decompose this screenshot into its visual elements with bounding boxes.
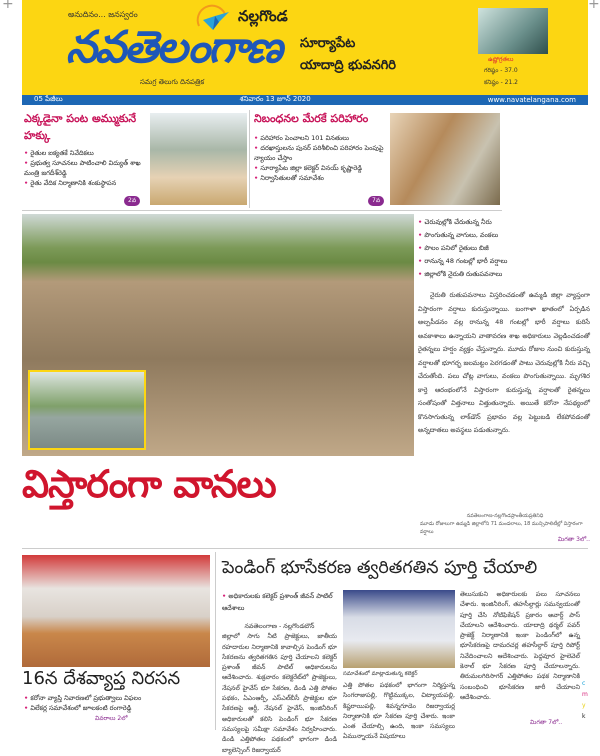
bullet: • విలేకర్ల సమావేశంలో జూలకంటి రంగారెడ్డి (24, 703, 204, 713)
bullet: • పొంగుతున్న వాగులు, వంకలు (418, 229, 590, 242)
reg-yellow: y (582, 702, 586, 709)
continued-link[interactable]: మిగతా 7లో.. (530, 719, 563, 726)
bullet: • అధికారులకు కలెక్టర్ ప్రశాంత్ జీవన్ పాటిల్ ఆదేశాలు (222, 590, 337, 614)
story-1 (24, 110, 148, 188)
page-count: 05 పేజీలు (34, 95, 63, 103)
reg-magenta: m (582, 691, 588, 698)
continued-link[interactable]: వివరాలు 2లో (95, 715, 128, 722)
divider (22, 548, 588, 549)
bullet: • నిర్వాసితులతో సమావేశం (254, 173, 389, 183)
bullet: • దరఖాస్తులను పునర్ పరిశీలించి పరిహారం పెంపుపై న్యాయం చేస్తాం (254, 143, 389, 163)
lead-credits (420, 512, 590, 544)
bullet: • పరిహారం పెంచాలని 101 వినతులు (254, 133, 389, 143)
thermometer-photo (478, 8, 548, 54)
story-2 (254, 110, 389, 183)
bullet: • రైతు వేదిక నిర్మాణానికి శంకుస్థాపన (24, 178, 148, 188)
story-4-col-1 (222, 622, 337, 756)
lead-headline: విస్తారంగా వానలు (22, 462, 276, 506)
temp-min: కనిష్ఠం - 21.2 (484, 79, 519, 86)
tagline: అనుదినం... జనస్వరం (68, 10, 138, 19)
summary: మూడు రోజులుగా ఉమ్మడి జిల్లాలోని 71 మండలాలు, 18 మున్సిపాలిటీల్లో విస్తారంగా వర్షాలు (420, 521, 583, 535)
headline: ఎక్కడైనా పంట అమ్ముకునే హక్కు (24, 112, 137, 142)
newspaper-logo: నవతెలంగాణ (66, 22, 281, 73)
crop-mark: + (588, 0, 600, 12)
color-registration (582, 678, 588, 722)
story-4-col-3: తెలుసుకుని అధికారులకు పలు సూచనలు చేశారు. ఇంజినీరింగ్, తహసీల్దార్లు సమన్వయంతో పూర్తి చేసి నోటిఫికేషన్ ప్రకారం అవార్డ్ పాస్ చేయాలని ఆదేశించారు. యాదాద్రి థర్మల్ పవర్ ప్రాజెక్ట్ నిర్మాణానికి ఇంకా పెండింగ్‌లో ఉన్న భూసేకరణపై దామరచర్ల తహసీల్దార్ పూర్తి రిపోర్ట్ నివేదించాలని ఆదేశించారు. పెద్దవూర హైలెవెల్ కెనాల్ భూ సేకరణ పూర్తి చేయాలన్నారు. తిరుమలగిరిసాగర్ ఎత్తిపోతల పథక నిర్మాణానికి సంబంధించి భూసేకరణ జారీ చేయాలని ఆదేశించారు. (460, 591, 580, 701)
date-strip (22, 95, 588, 105)
temp-max: గరిష్ఠం - 37.0 (484, 67, 518, 74)
edition-yadadri: యాదాద్రి భువనగిరి (300, 58, 397, 73)
bullet: • పొలం పనిలో రైతులు బిజీ (418, 242, 590, 255)
photo-caption: సమావేశంలో మాట్లాడుతున్న కలెక్టర్ (343, 671, 418, 677)
bullet: • సూర్యాపేట జిల్లా కలెక్టర్ వినయ్ కృష్ణారెడ్డి (254, 163, 389, 173)
divider (215, 552, 216, 730)
story-4-col-2: ఎత్తి పోతల పథకంలో భాగంగా నిర్మిస్తున్న సింగరాజుపల్లి, గొట్టిముక్కల, చిట్యాయపల్లి, కిష్టరాయిపల్లి, శివన్నగూడెం రిజర్వాయర్ల నిర్మాణానికి భూ సేకరణ పూర్తి చేశారు. ఇంకా ఎంత చేయాల్సి ఉంది, ఇంకా సమస్యలు ఏమున్నాయనే విషయాలు (343, 682, 455, 741)
logo-subtitle: సమగ్ర తెలుగు దినపత్రిక (140, 78, 205, 86)
story-3-headline: 16న దేశవ్యాప్త నిరసన (22, 668, 181, 689)
bullet: • చెరువుల్లోకి చేరుతున్న నీరు (418, 216, 590, 229)
page-ref-badge[interactable]: 2వ (124, 196, 140, 206)
lead-body: నైరుతి రుతుపవనాలు విస్తరించడంతో ఉమ్మడి జిల్లా వ్యాప్తంగా విస్తారంగా వర్షాలు కురుస్తున్నాయి. బంగాళా ఖాతంలో ఏర్పడిన అల్పపీడనం వల్ల రానున్న 48 గంటల్లో భారీ వర్షాలు కురిసే అవకాశాలు ఉన్నాయని వాతావరణ శాఖ అధికారులు వెల్లడించడంతో రైతన్నలు హర్షం వ్యక్తం చేస్తున్నారు. మూడు రోజుల నుంచి కురుస్తున్న వర్షాలతో భూగర్భ జలమట్టం పెరగడంతో పాటు చెరువుల్లోకి నీరు వచ్చి చేరుతోంది. పలు చోట్ల వాగులు, వంకలు పొంగుతున్నాయి. మృగశిర కార్తె ఆరంభంలోనే విస్తారంగా కురుస్తున్న వర్షాలతో రైతన్నలు సంతోషంతో విత్తనాలు విత్తుతున్నారు. అయితే కరోనా నేపథ్యంలో కొనసాగుతున్న లాక్‌డౌన్ ప్రభావం వల్ల పెట్టుబడి లేకపోవడంతో అన్నదాతలు అవస్థలు పడుతున్నారు. (418, 291, 590, 434)
story-2-photo (390, 113, 500, 205)
story-3-photo (22, 555, 210, 667)
story-4-photo (343, 590, 455, 668)
headline: నిబంధనల మేరకే పరిహారం (254, 112, 369, 125)
weather-title: ఉష్ణోగ్రతలు (488, 56, 514, 63)
byline: నవతెలంగాణ-నల్లగొండప్రాంతీయప్రతినిధి (466, 513, 544, 519)
lead-story (418, 216, 590, 438)
inset-photo-flood (28, 370, 146, 450)
edition-suryapet: సూర్యాపేట (300, 36, 356, 51)
website-link[interactable]: www.navatelangana.com (487, 96, 576, 104)
divider (249, 110, 250, 208)
bullet: • రానున్న 48 గంటల్లో భారీ వర్షాలు (418, 255, 590, 268)
dateline: నవతెలంగాణ - నల్లగొండటౌన్ (244, 623, 315, 630)
bullet: • ప్రభుత్వ సూచనలు పాటించాలి విద్యుత్ శాఖ మంత్రి జగదీశ్‌రెడ్డి (24, 158, 148, 178)
page-ref-badge[interactable]: 7వ (368, 196, 384, 206)
story-1-photo (150, 113, 247, 205)
reg-black: k (582, 713, 586, 720)
continued-link[interactable]: మిగతా 3లో.. (557, 536, 590, 543)
crop-mark: + (2, 0, 14, 12)
bullet: • రైతుల ఐక్యతకే నివేదికలు (24, 148, 148, 158)
edition-nalgonda: నల్లగొండ (238, 7, 288, 25)
issue-date: శనివారం 13 జూన్ 2020 (239, 95, 311, 103)
reg-cyan: c (582, 680, 586, 687)
bullet: • కరోనా వ్యాప్తి నివారణలో ప్రభుత్వాలు విఫలం (24, 693, 204, 703)
story-4-headline: పెండింగ్ భూసేకరణ త్వరితగతిన పూర్తి చేయాలి (222, 558, 538, 578)
divider (22, 210, 502, 211)
column-text: జిల్లాలో సాగు నీటి ప్రాజెక్టులు, జాతీయ రహదారుల నిర్మాణానికి కావాల్సిన పెండింగ్ భూ సేకరణను త్వరితగతిన పూర్తి చేయాలని కలెక్టర్ ప్రశాంత్ జీవన్ పాటిల్ అధికారులను ఆదేశించారు. శుక్రవారం కలెక్టరేట్‌లో ప్రాజెక్టులు, నేషనల్ హైవేస్ భూ సేకరణ, డిండి ఎత్తి పోతల పథకం, ఏఎంఆర్పీ, ఎస్ఎల్‌బీసీ ప్రాజెక్టుల భూ సేకరణపై ఆర్డీ, నేషనల్ హైవేస్, ఇంజినీరింగ్ అధికారులతో కలిసి పెండింగ్ భూ సేకరణ సమస్యలపై సమీక్షా సమావేశం నిర్వహించారు. డిండి ఎత్తిపోతల పథకంలో భాగంగా డిండి బ్యాలెన్సింగ్ రిజర్వాయర్ (222, 633, 337, 754)
bullet: • జిల్లాలోకి నైరుతి రుతుపవనాలు (418, 268, 590, 281)
